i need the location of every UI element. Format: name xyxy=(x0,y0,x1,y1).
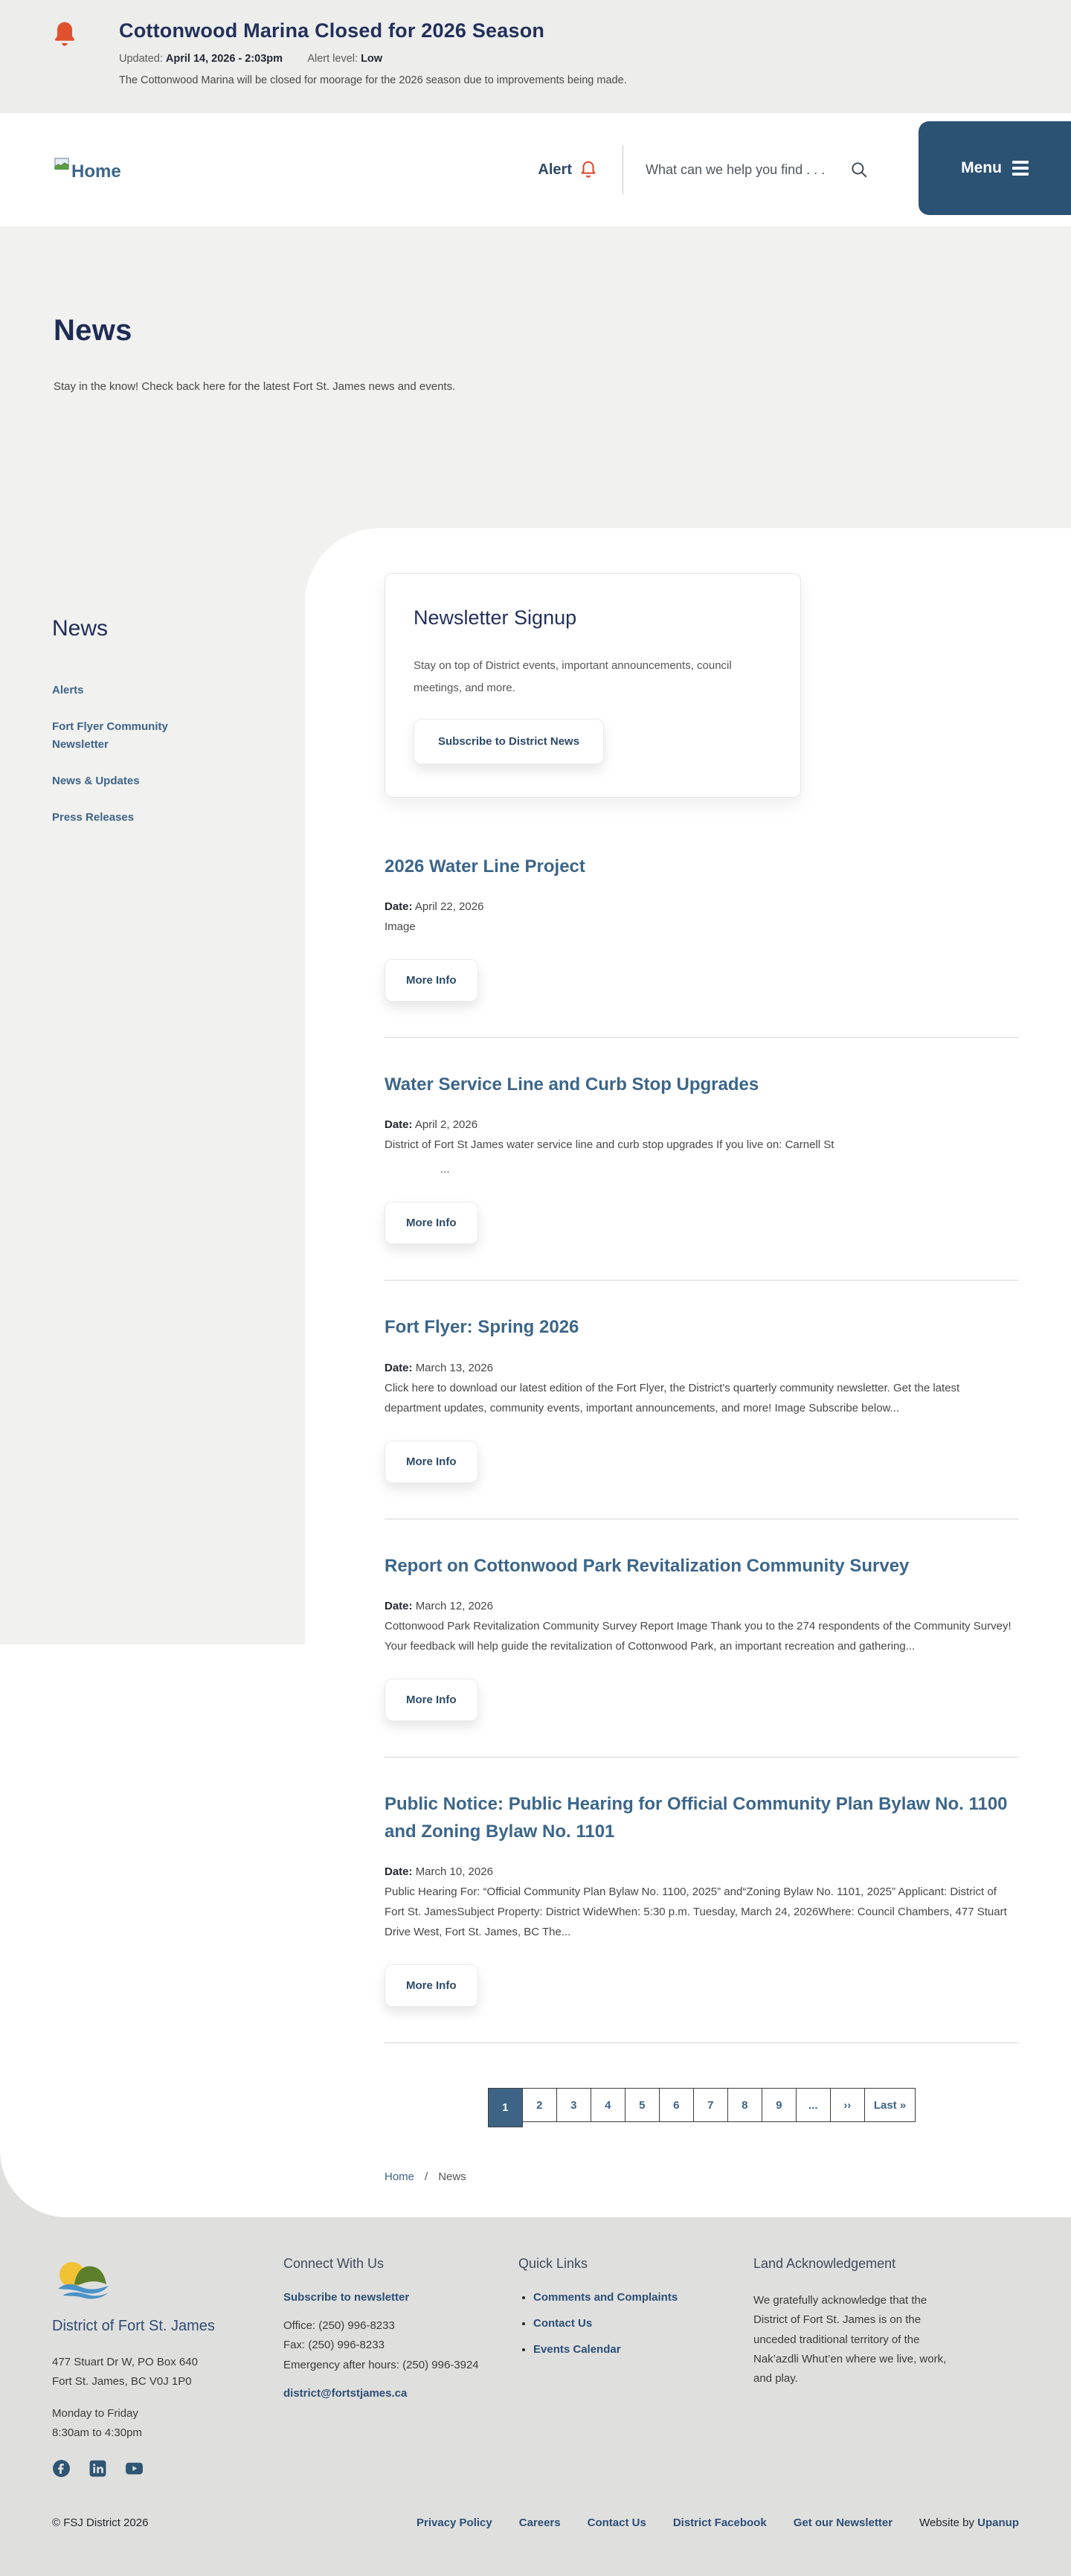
alert-banner-title: Cottonwood Marina Closed for 2026 Season xyxy=(119,19,545,42)
page-9[interactable]: 9 xyxy=(762,2088,797,2122)
more-info-button[interactable]: More Info xyxy=(385,1441,478,1483)
district-logo xyxy=(52,2256,120,2302)
news-item xyxy=(385,1552,1019,1758)
newsletter-card-title: Newsletter Signup xyxy=(414,606,577,629)
quick-link-item xyxy=(533,2343,745,2356)
news-list xyxy=(385,853,1019,2043)
page-2[interactable]: 2 xyxy=(522,2088,557,2122)
more-info-button[interactable]: More Info xyxy=(385,1964,478,2007)
page-5[interactable]: 5 xyxy=(625,2088,660,2122)
hero-band xyxy=(0,226,1071,528)
header-alert-label: Alert xyxy=(538,161,572,178)
upanup-link[interactable]: Upanup xyxy=(977,2516,1019,2530)
divider xyxy=(385,1280,1019,1281)
connect-heading: Connect With Us xyxy=(283,2256,385,2272)
search-button[interactable] xyxy=(849,160,869,179)
footer-emergency-phone: Emergency after hours: (250) 996-3924 xyxy=(283,2358,479,2371)
page-6[interactable]: 6 xyxy=(659,2088,694,2122)
updated-label: Updated: xyxy=(119,53,163,65)
site-header xyxy=(0,113,1071,226)
breadcrumb-separator: / xyxy=(425,2170,428,2184)
pagination xyxy=(385,2088,1019,2127)
breadcrumb-current: News xyxy=(438,2170,466,2184)
news-item-date: April 2, 2026 xyxy=(414,1118,478,1132)
news-item-excerpt: Click here to download our latest edition of the Fort Flyer, the District's quarterly community newsletter. Get the latest department updates, community events, important announcements, and more! Image Subscribe below... xyxy=(385,1381,960,1414)
more-info-button[interactable]: More Info xyxy=(385,1202,478,1244)
footer-address-line2: Fort St. James, BC V0J 1P0 xyxy=(52,2375,192,2388)
news-item-date: March 10, 2026 xyxy=(415,1865,493,1879)
divider xyxy=(385,1757,1019,1758)
news-item-date: March 12, 2026 xyxy=(415,1599,493,1612)
updated-value: April 14, 2026 - 2:03pm xyxy=(165,53,283,65)
sidebar-item-fort-flyer-newsletter[interactable]: Fort Flyer Community Newsletter xyxy=(52,720,168,751)
news-item-title[interactable]: 2026 Water Line Project xyxy=(385,856,585,877)
page-3[interactable]: 3 xyxy=(556,2088,591,2122)
home-logo-link[interactable] xyxy=(54,157,121,182)
page-7[interactable]: 7 xyxy=(693,2088,728,2122)
news-item-excerpt: District of Fort St James water service line and curb stop upgrades If you live on: Carnell St xyxy=(385,1138,834,1152)
page-next[interactable]: ›› xyxy=(830,2088,865,2122)
footer-hours-line2: 8:30am to 4:30pm xyxy=(52,2426,142,2439)
alert-banner xyxy=(0,0,1071,113)
sidebar-nav xyxy=(52,682,275,826)
get-newsletter-link[interactable]: Get our Newsletter xyxy=(793,2516,893,2530)
footer-org-name: District of Fort St. James xyxy=(52,2318,215,2335)
news-item xyxy=(385,1790,1019,2043)
footer-email-link[interactable]: district@fortstjames.ca xyxy=(283,2386,408,2400)
more-info-button[interactable]: More Info xyxy=(385,1679,478,1721)
news-item xyxy=(385,1313,1019,1519)
footer-connect-column xyxy=(283,2256,510,2478)
footer-org-column xyxy=(52,2256,275,2478)
home-logo-label: Home xyxy=(71,161,121,182)
sidebar-title: News xyxy=(52,616,109,641)
sidebar xyxy=(0,528,305,2217)
alert-banner-description: The Cottonwood Marina will be closed for moorage for the 2026 season due to improvements being made. xyxy=(119,74,627,86)
footer-land-column xyxy=(753,2256,977,2478)
contact-us-link[interactable]: Contact Us xyxy=(533,2317,593,2330)
events-calendar-link[interactable]: Events Calendar xyxy=(533,2343,621,2356)
news-item-excerpt: Image xyxy=(385,920,416,934)
quick-link-item xyxy=(533,2291,745,2304)
subscribe-district-news-button[interactable]: Subscribe to District News xyxy=(414,719,604,764)
bottom-contact-us-link[interactable]: Contact Us xyxy=(587,2516,646,2530)
date-label: Date: xyxy=(385,1361,413,1374)
footer-hours-line1: Monday to Friday xyxy=(52,2406,138,2420)
news-item-excerpt: Cottonwood Park Revitalization Community Survey Report Image Thank you to the 274 respondents of the Community Survey! Your feedback will help guide the revitalization of Cottonwood Park, an important recreation and gathering... xyxy=(385,1619,1012,1653)
careers-link[interactable]: Careers xyxy=(518,2516,561,2530)
news-item-title[interactable]: Fort Flyer: Spring 2026 xyxy=(385,1317,579,1338)
main-content xyxy=(305,528,1071,2217)
news-item-date: March 13, 2026 xyxy=(415,1361,493,1374)
date-label: Date: xyxy=(385,900,413,914)
menu-button[interactable] xyxy=(919,121,1071,215)
footer-address-line1: 477 Stuart Dr W, PO Box 640 xyxy=(52,2356,198,2369)
page-intro: Stay in the know! Check back here for the latest Fort St. James news and events. xyxy=(54,380,456,393)
newsletter-signup-card xyxy=(385,573,801,798)
newsletter-card-text: Stay on top of District events, important announcements, council meetings, and more. xyxy=(414,659,732,694)
hamburger-icon xyxy=(1012,161,1029,176)
page-1-current[interactable]: 1 xyxy=(488,2088,523,2127)
footer-quicklinks-column xyxy=(518,2256,745,2478)
footer-fax: Fax: (250) 996-8233 xyxy=(283,2339,385,2352)
website-credit xyxy=(919,2516,1019,2529)
subscribe-newsletter-link[interactable]: Subscribe to newsletter xyxy=(283,2291,410,2304)
page-ellipsis: ... xyxy=(796,2088,831,2122)
land-acknowledgement-heading: Land Acknowledgement xyxy=(753,2256,896,2272)
date-label: Date: xyxy=(385,1865,413,1879)
quick-links-heading: Quick Links xyxy=(518,2256,588,2272)
news-item-date: April 22, 2026 xyxy=(414,900,484,914)
search-icon xyxy=(849,160,869,179)
divider xyxy=(385,2042,1019,2043)
more-info-button[interactable]: More Info xyxy=(385,959,478,1002)
copyright: © FSJ District 2026 xyxy=(52,2516,149,2530)
alert-level-label: Alert level: xyxy=(307,53,358,65)
linkedin-icon[interactable] xyxy=(89,2459,107,2478)
privacy-policy-link[interactable]: Privacy Policy xyxy=(416,2516,492,2530)
credit-prefix: Website by xyxy=(919,2516,974,2530)
sidebar-item-alerts[interactable]: Alerts xyxy=(52,684,84,696)
page-title: News xyxy=(54,314,132,347)
social-links xyxy=(52,2459,275,2478)
news-item-excerpt-more: ... xyxy=(440,1163,450,1176)
land-acknowledgement-text: We gratefully acknowledge that the District of Fort St. James is on the unceded traditional territory of the Nak’azdli Whut’en where we live, work, and play. xyxy=(753,2294,947,2386)
news-item-title[interactable]: Report on Cottonwood Park Revitalization Community Survey xyxy=(385,1555,910,1576)
search-bar xyxy=(646,160,869,179)
facebook-icon[interactable] xyxy=(52,2459,71,2478)
district-facebook-link[interactable]: District Facebook xyxy=(672,2516,767,2530)
sidebar-item-news-updates[interactable]: News & Updates xyxy=(52,774,140,787)
date-label: Date: xyxy=(385,1118,413,1132)
content-zone xyxy=(0,528,1071,2217)
youtube-icon[interactable] xyxy=(125,2459,144,2478)
footer-bottom-bar xyxy=(52,2516,1019,2529)
alert-bell-icon xyxy=(54,21,76,48)
news-item-title[interactable]: Water Service Line and Curb Stop Upgrades xyxy=(385,1074,759,1095)
comments-complaints-link[interactable]: Comments and Complaints xyxy=(533,2291,678,2304)
page-4[interactable]: 4 xyxy=(591,2088,625,2122)
news-item xyxy=(385,1071,1019,1281)
breadcrumb xyxy=(385,2170,1019,2183)
sidebar-item-press-releases[interactable]: Press Releases xyxy=(52,811,135,824)
alert-level-value: Low xyxy=(361,53,383,65)
search-input[interactable] xyxy=(646,162,830,178)
footer-office-phone: Office: (250) 996-8233 xyxy=(283,2319,395,2333)
site-footer xyxy=(0,2217,1071,2576)
news-item-title[interactable]: Public Notice: Public Hearing for Official Community Plan Bylaw No. 1100 and Zoning Bylaw No. 1101 xyxy=(385,1793,1008,1842)
page-last[interactable]: Last » xyxy=(864,2088,916,2122)
news-item-excerpt: Public Hearing For: “Official Community Plan Bylaw No. 1100, 2025” and“Zoning Bylaw No. 1101, 2025” Applicant: District of Fort St. JamesSubject Property: District WideWhen: 5:30 p.m. Tuesday, March 24, 2026Where: Council Chambers, 477 Stuart Drive West, Fort St. James, BC The... xyxy=(385,1885,1007,1939)
divider xyxy=(385,1037,1019,1038)
breadcrumb-home-link[interactable]: Home xyxy=(385,2170,415,2184)
quick-link-item xyxy=(533,2317,745,2330)
header-bell-icon xyxy=(579,160,597,179)
date-label: Date: xyxy=(385,1599,413,1612)
broken-image-icon xyxy=(54,157,70,172)
menu-label: Menu xyxy=(961,159,1002,176)
alert-banner-meta xyxy=(119,53,627,65)
news-item xyxy=(385,853,1019,1038)
header-alert-link[interactable] xyxy=(538,160,597,179)
page-8[interactable]: 8 xyxy=(727,2088,762,2122)
